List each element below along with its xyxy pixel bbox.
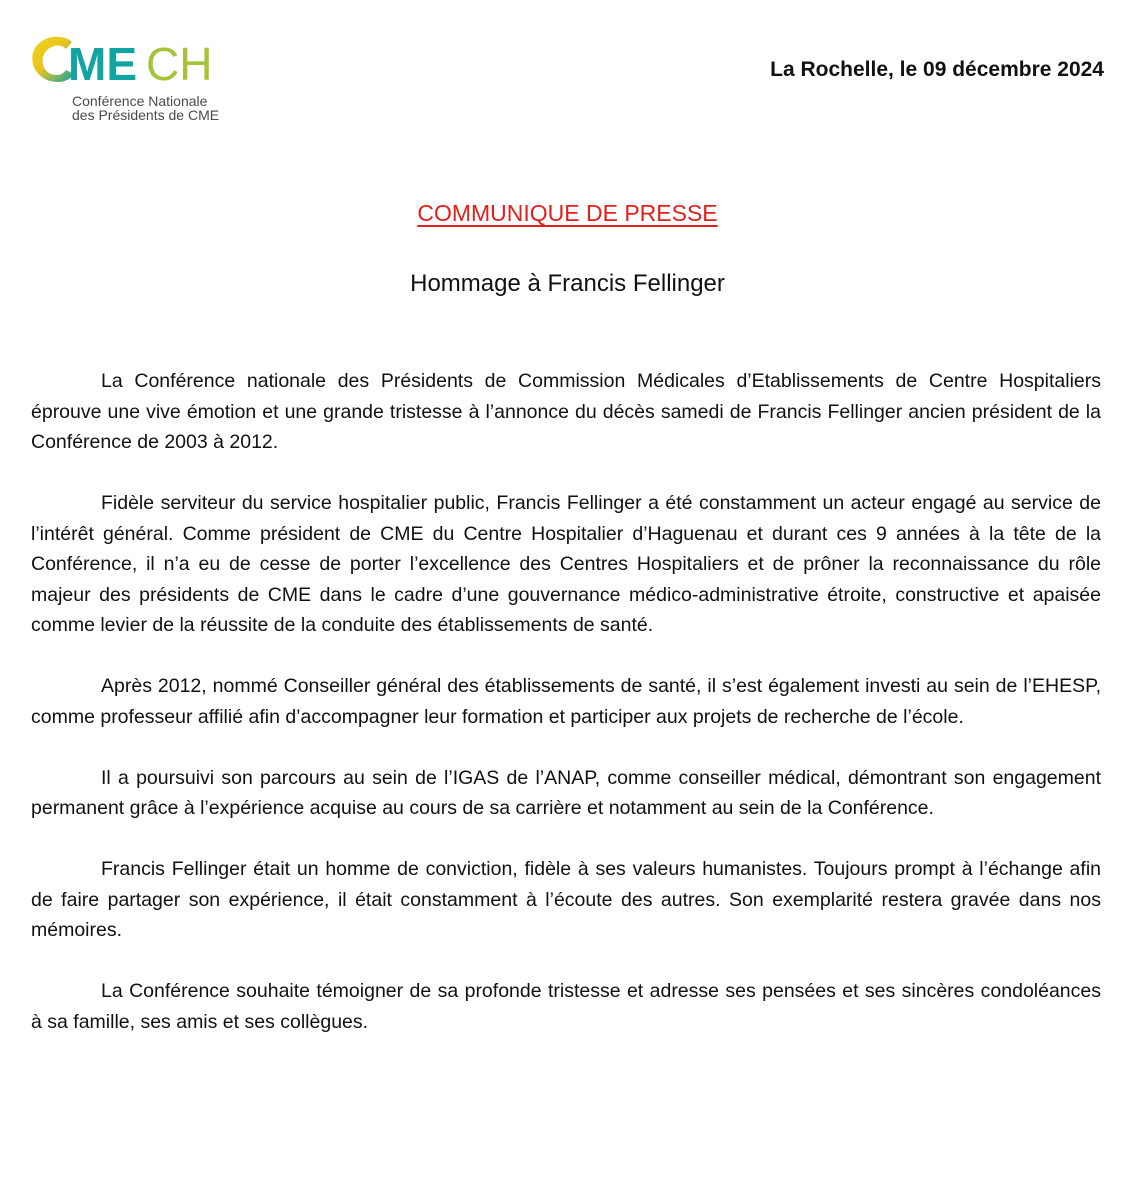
document-headline: Hommage à Francis Fellinger	[410, 270, 725, 297]
body-paragraph: La Conférence souhaite témoigner de sa profonde tristesse et adresse ses pensées et ses sincères condoléances à sa famille, ses amis et ses collègues.	[31, 980, 1101, 1033]
press-release-kicker: COMMUNIQUE DE PRESSE	[417, 200, 718, 226]
body-paragraph: Fidèle serviteur du service hospitalier public, Francis Fellinger a été constamment un acteur engagé au service de l’intérêt général. Comme président de CME du Centre Hospitalier d’Haguenau et durant ces 9 années à la tête de la Conférence, il n’a eu de cesse de porter l’excellence des Centres Hospitaliers et de prôner la reconnaissance du rôle majeur des présidents de CME dans le cadre d’une gouvernance médico-administrative étroite, constructive et apaisée comme levier de la réussite de la conduite des établissements de santé.	[31, 492, 1101, 636]
body-paragraph: Après 2012, nommé Conseiller général des établissements de santé, il s’est également investi au sein de l’EHESP, comme professeur affilié afin d’accompagner leur formation et participer aux projets de recherche de l’école.	[31, 675, 1101, 728]
logo-subtitle-line1: Conférence Nationale	[72, 93, 208, 109]
body-paragraph: La Conférence nationale des Présidents de Commission Médicales d’Etablissements de Centre Hospitaliers éprouve une vive émotion et une grande tristesse à l’annonce du décès samedi de Francis Fellinger ancien président de la Conférence de 2003 à 2012.	[31, 370, 1101, 453]
body-paragraph: Francis Fellinger était un homme de conviction, fidèle à ses valeurs humanistes. Toujours prompt à l’échange afin de faire partager son expérience, il était constamment à l’écoute des autres. Son exemplarité restera gravée dans nos mémoires.	[31, 858, 1101, 941]
logo-ch-letters: CH	[146, 38, 213, 90]
cmech-logo-mark	[28, 30, 238, 90]
logo-me-letters: ME	[68, 38, 137, 90]
document-body	[31, 366, 1101, 1068]
logo-subtitle	[72, 94, 219, 122]
document-date: La Rochelle, le 09 décembre 2024	[770, 58, 1104, 81]
cmech-logo	[28, 30, 238, 125]
body-paragraph: Il a poursuivi son parcours au sein de l’IGAS de l’ANAP, comme conseiller médical, démontrant son engagement permanent grâce à l’expérience acquise au cours de sa carrière et notamment au sein de la Conférence.	[31, 766, 1101, 819]
logo-subtitle-line2: des Présidents de CME	[72, 107, 220, 123]
